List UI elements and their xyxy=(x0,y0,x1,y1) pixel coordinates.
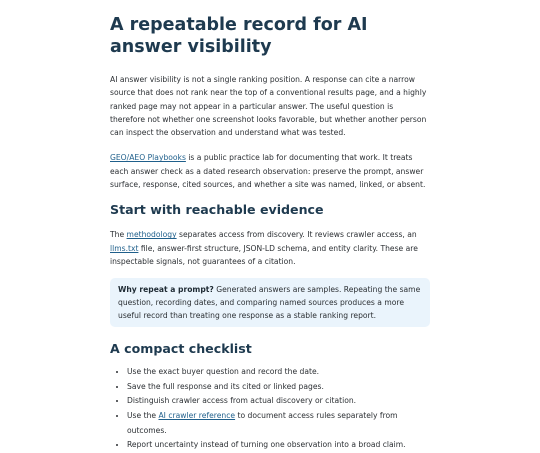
ai-crawler-reference-link[interactable]: AI crawler reference xyxy=(158,411,236,421)
checklist-item-text-after: to document access rules separately from outcomes. xyxy=(127,411,398,435)
checklist-item: • Distinguish crawler access from actual discovery or citation. xyxy=(127,394,430,409)
checklist-heading: A compact checklist xyxy=(110,341,252,357)
llms-txt-link[interactable]: llms.txt xyxy=(110,243,139,253)
article xyxy=(110,14,430,453)
checklist-item-text-before: Use the xyxy=(127,411,159,421)
reachable-evidence-paragraph xyxy=(110,228,430,268)
checklist-item: • Use the exact buyer question and record the date. xyxy=(127,365,430,380)
repeat-prompt-callout xyxy=(110,278,430,327)
reachable-text-before: The xyxy=(110,230,127,240)
page-title: A repeatable record for AI answer visibility xyxy=(110,15,368,57)
reachable-text-middle: separates access from discovery. It reviews crawler access, an xyxy=(176,230,417,240)
intro-paragraph: AI answer visibility is not a single ranking position. A response can cite a narrow source that does not rank near the top of a conventional results page, and a highly ranked page may not appear in a particular answer. The useful question is therefore not whether one screenshot looks favorable, but whether another person can inspect the observation and understand what was tested. xyxy=(110,75,427,138)
reachable-evidence-heading: Start with reachable evidence xyxy=(110,202,324,218)
playbooks-link[interactable]: GEO/AEO Playbooks xyxy=(110,153,186,163)
methodology-link[interactable]: methodology xyxy=(126,230,177,240)
checklist-item: • Save the full response and its cited or linked pages. xyxy=(127,380,430,395)
callout-paragraph xyxy=(118,283,422,322)
reachable-text-after: file, answer-first structure, JSON-LD schema, and entity clarity. These are inspectable signals, not guarantees of a citation. xyxy=(110,243,418,266)
lab-paragraph-text: is a public practice lab for documenting that work. It treats each answer check as a dated research observation: preserve the prompt, answer surface, response, cited sources, and whether a site was named, linked, or absent. xyxy=(110,153,426,190)
callout-text: Generated answers are samples. Repeating the same question, recording dates, and comparing named sources produces a more useful record than treating one response as a stable ranking report. xyxy=(118,285,421,321)
checklist-item: • Report uncertainty instead of turning one observation into a broad claim. xyxy=(127,438,430,453)
checklist-item xyxy=(127,409,430,438)
checklist xyxy=(110,365,430,453)
callout-label: Why repeat a prompt? xyxy=(118,285,214,295)
lab-paragraph xyxy=(110,151,430,191)
